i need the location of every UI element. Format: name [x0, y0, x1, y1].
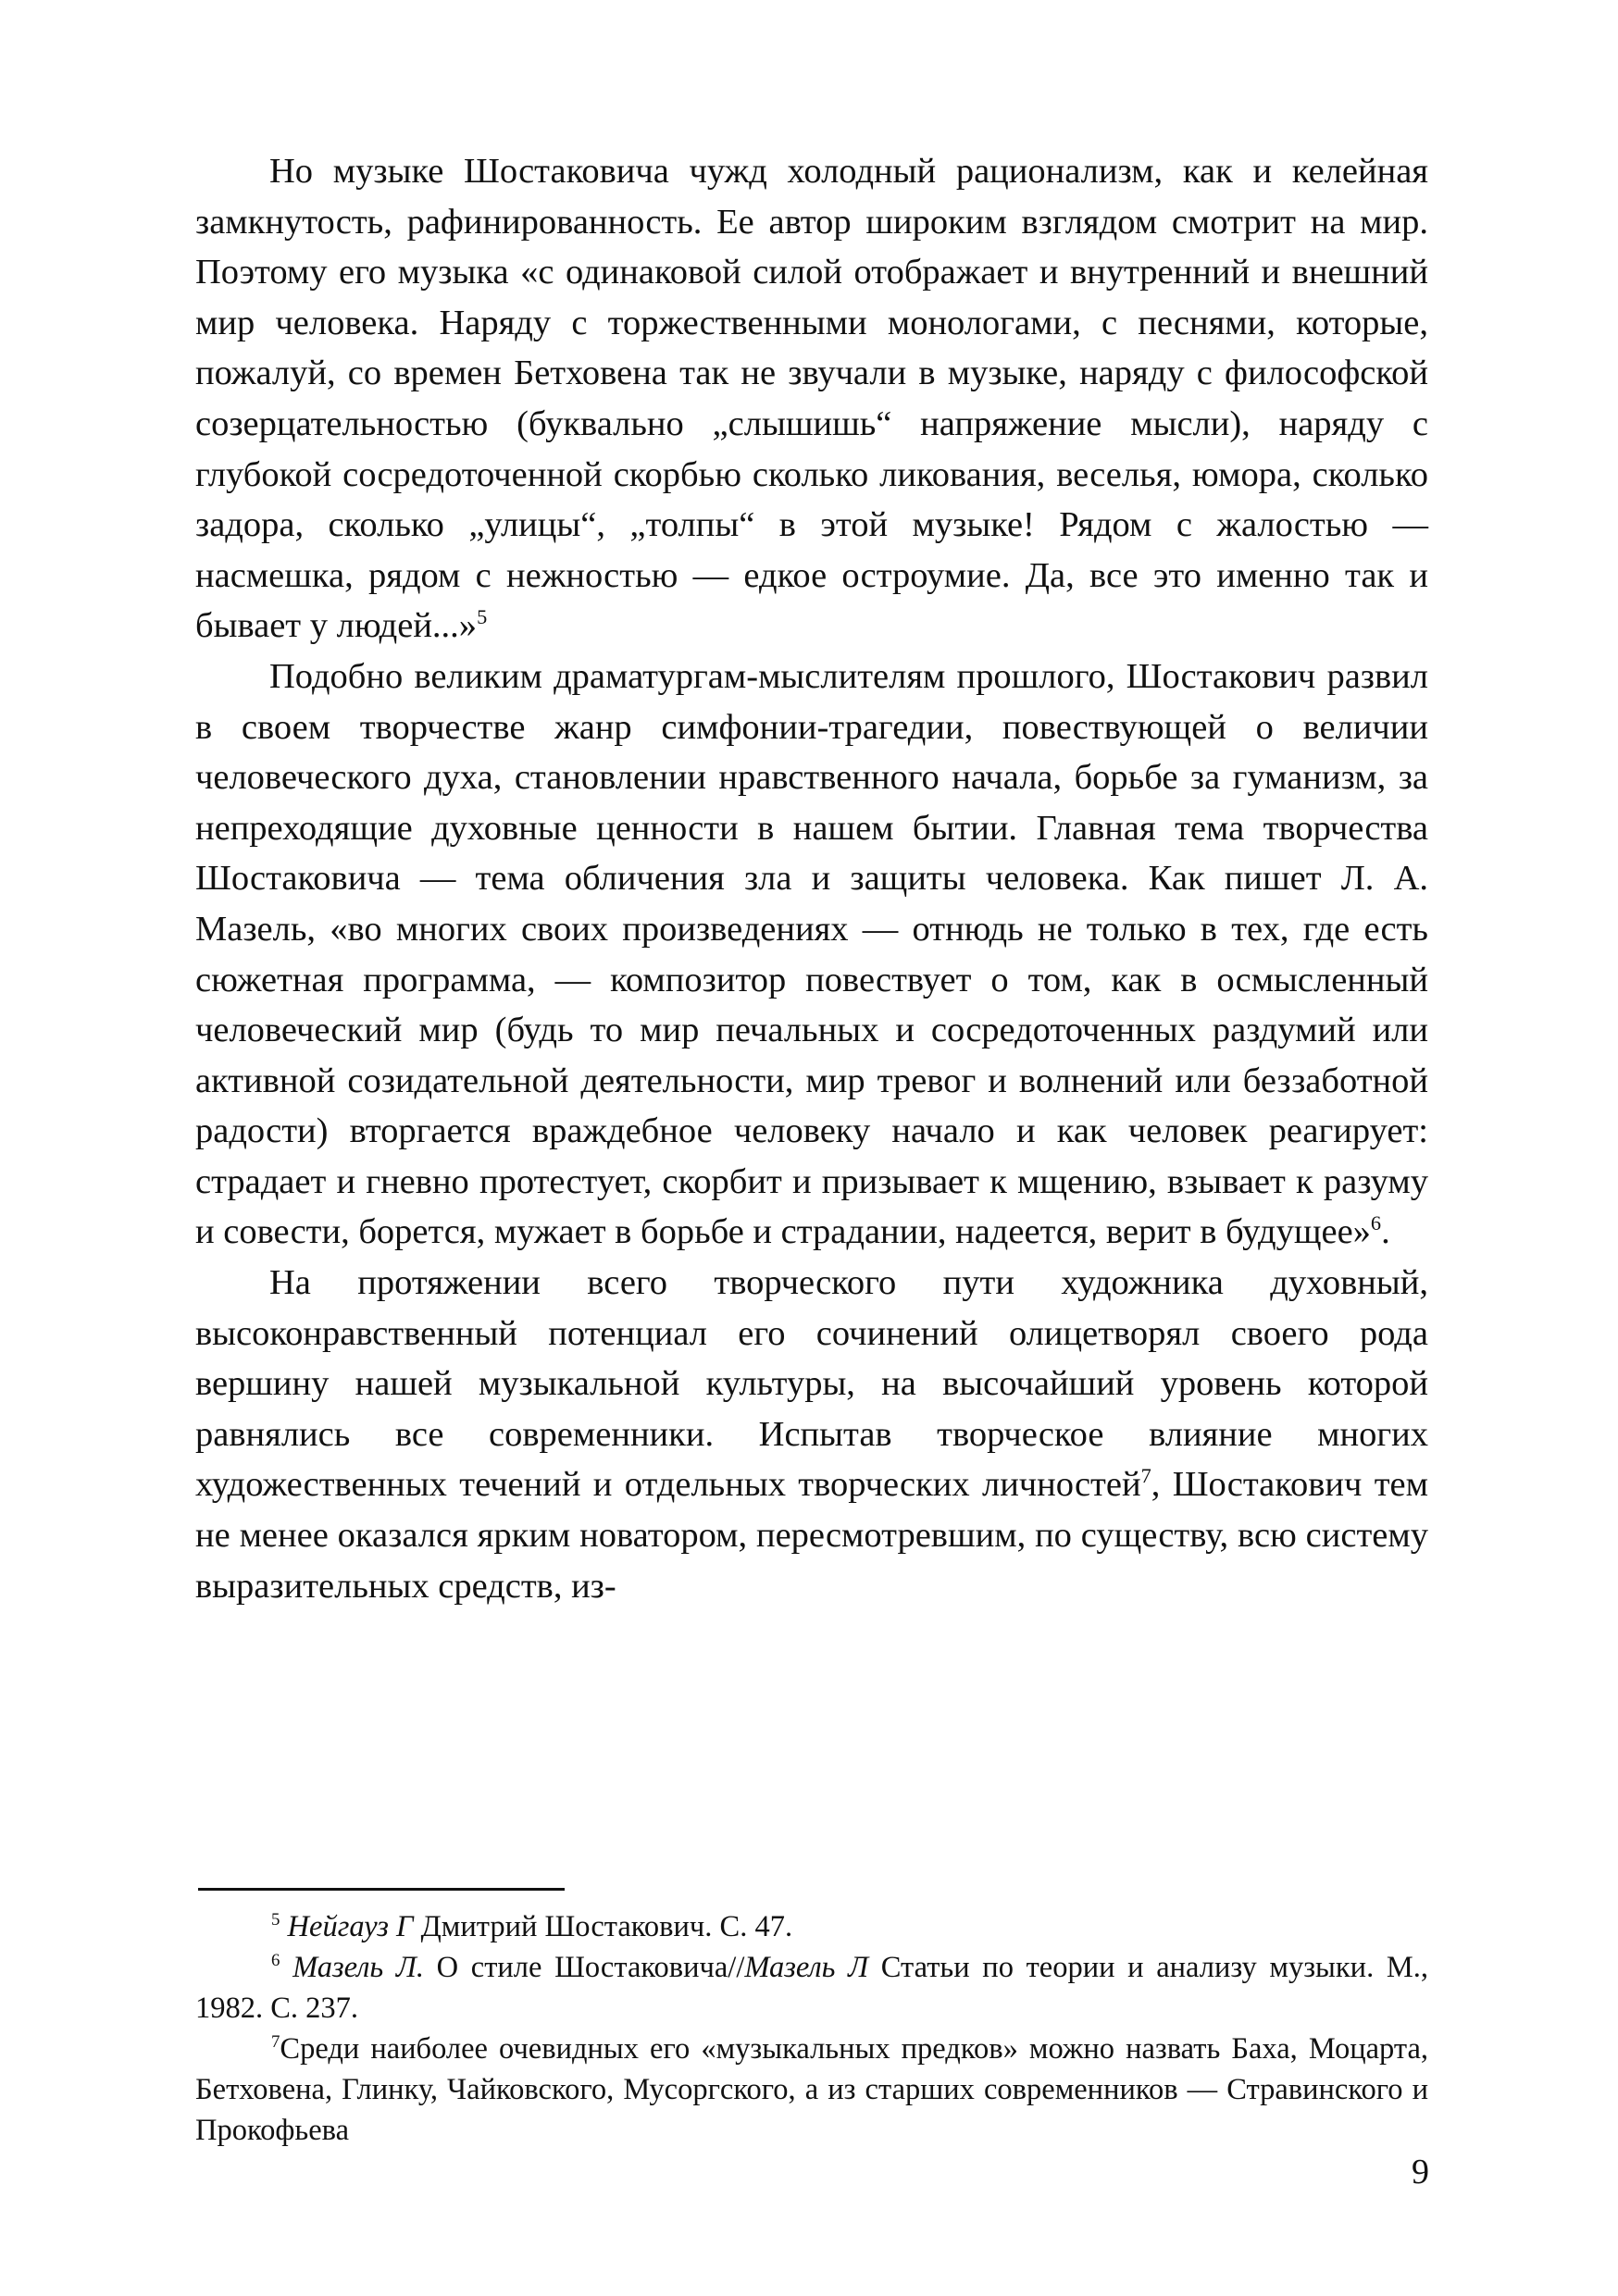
paragraph-2 — [195, 652, 1428, 1258]
paragraph-text: На протяжении всего творческого пути художника духовный, высоконравственный потенциал его сочинений олицетворял своего рода вершину нашей музыкальной культуры, на высочайший уровень которой равнялись все современники. Испытав творческое влияние многих художественных течений и отдельных творческих личностей — [195, 1263, 1428, 1505]
footnote-7 — [195, 2029, 1428, 2151]
footnote-5 — [195, 1906, 1428, 1947]
footnote-author: Нейгауз Г — [287, 1910, 414, 1943]
footnote-text: Среди наиболее очевидных его «музыкальных предков» можно назвать Баха, Моцарта, Бетховена, Глинку, Чайковского, Мусоргского, а из старших современников — Стравинского и Прокофьева — [195, 2032, 1428, 2147]
footnote-ref-5: 5 — [477, 605, 488, 629]
footnote-ref-6: 6 — [1370, 1211, 1382, 1235]
footnote-6 — [195, 1947, 1428, 2029]
footnote-separator — [198, 1888, 565, 1891]
footnote-text: Дмитрий Шостакович. С. 47. — [413, 1910, 793, 1943]
footnotes — [195, 1906, 1428, 2151]
footnote-mark: 6 — [271, 1951, 280, 1971]
footnote-mark: 5 — [271, 1910, 280, 1930]
footnote-text-2: Статьи по теории и анализу музыки. М., 1982. С. 237. — [195, 1951, 1428, 2025]
page-number: 9 — [1412, 2153, 1429, 2191]
footnote-mark: 7 — [271, 2032, 280, 2053]
paragraph-3 — [195, 1258, 1428, 1611]
paragraph-tail: , Шостакович тем не менее оказался ярким новатором, пересмотревшим, по существу, всю систему выразительных средств, из- — [195, 1465, 1428, 1606]
footnote-author-2: Мазель Л — [744, 1951, 869, 1984]
body-text — [195, 146, 1428, 1611]
footnote-ref-7: 7 — [1140, 1464, 1151, 1488]
footnote-author: Мазель Л. — [292, 1951, 424, 1984]
paragraph-1 — [195, 146, 1428, 652]
paragraph-text: Но музыке Шостаковича чужд холодный рационализм, как и келейная замкнутость, рафинированность. Ее автор широким взглядом смотрит на мир. Поэтому его музыка «с одинаковой силой отображает и внутренний и внешний мир человека. Наряду с торжественными монологами, с песнями, которые, пожалуй, со времен Бетховена так не звучали в музыке, наряду с философской созерцательностью (буквально „слышишь“ напряжение мысли), наряду с глубокой сосредоточенной скорбью сколько ликования, веселья, юмора, сколько задора, сколько „улицы“, „толпы“ в этой музыке! Рядом с жалостью — насмешка, рядом с нежностью — едкое остроумие. Да, все это именно так и бывает у людей...» — [195, 152, 1428, 646]
paragraph-tail: . — [1381, 1212, 1390, 1252]
paragraph-text: Подобно великим драматургам-мыслителям прошлого, Шостакович развил в своем творчестве жанр симфонии-трагедии, повествующей о величии человеческого духа, становлении нравственного начала, борьбе за гуманизм, за непреходящие духовные ценности в нашем бытии. Главная тема творчества Шостаковича — тема обличения зла и защиты человека. Как пишет Л. А. Мазель, «во многих своих произведениях — отнюдь не только в тех, где есть сюжетная программа, — композитор повествует о том, как в осмысленный человеческий мир (будь то мир печальных и сосредоточенных раздумий или активной созидательной деятельности, мир тревог и волнений или беззаботной радости) вторгается враждебное человеку начало и как человек реагирует: страдает и гневно протестует, скорбит и призывает к мщению, взывает к разуму и совести, борется, мужает в борьбе и страдании, надеется, верит в будущее» — [195, 656, 1428, 1252]
footnote-text: О стиле Шостаковича// — [424, 1951, 745, 1984]
